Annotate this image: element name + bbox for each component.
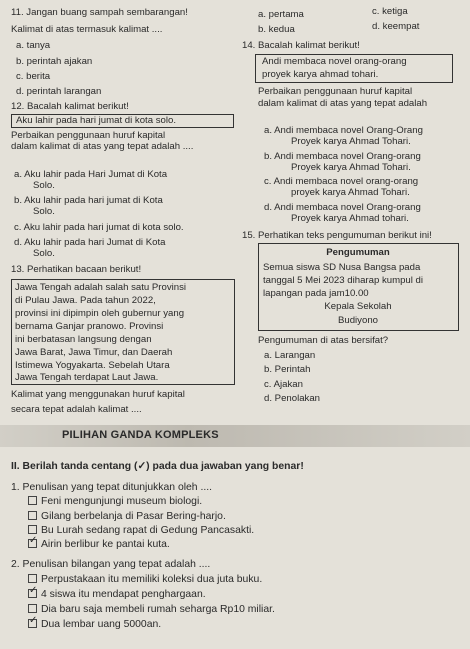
q12-option-b-2: Solo.: [33, 206, 55, 217]
q14-stem: 14. Bacalah kalimat berikut!: [242, 40, 360, 51]
q12-option-b[interactable]: b. Aku lahir pada hari jumat di Kota: [14, 195, 163, 206]
q15-option-c[interactable]: c. Ajakan: [264, 379, 303, 390]
complex-q2-option[interactable]: Perpustakaan itu memiliki koleksi dua juta buku.: [28, 574, 262, 586]
q14-option-a[interactable]: a. Andi membaca novel Orang-Orang: [264, 125, 423, 136]
q12-option-c[interactable]: c. Aku lahir pada hari jumat di kota solo.: [14, 222, 184, 233]
complex-q1-option[interactable]: Feni mengunjungi museum biologi.: [28, 496, 202, 508]
q12-stem: 12. Bacalah kalimat berikut!: [11, 101, 129, 112]
announcement-signer-title: Kepala Sekolah: [324, 301, 392, 312]
complex-q1-option[interactable]: ✓ Airin berlibur ke pantai kuta.: [29, 535, 170, 550]
announcement-line: lapangan pada jam10.00: [263, 288, 369, 299]
complex-q2-option[interactable]: ✓ Dua lembar uang 5000an.: [29, 615, 162, 630]
q15-option-a[interactable]: a. Larangan: [264, 350, 316, 361]
passage-line: Istimewa Yogyakarta. Sebelah Utara: [15, 360, 170, 371]
q11r-option-a[interactable]: a. pertama: [258, 9, 304, 20]
q13-stem: 13. Perhatikan bacaan berikut!: [11, 264, 142, 275]
q11-option-d[interactable]: d. perintah larangan: [16, 86, 102, 97]
announcement-signer-name: Budiyono: [337, 315, 378, 326]
q14-sentence-2: proyek karya ahmad tohari.: [262, 69, 379, 80]
complex-q2-stem: 2. Penulisan bilangan yang tepat adalah ....: [11, 559, 211, 570]
q12-option-a[interactable]: a. Aku lahir pada Hari Jumat di Kota: [14, 169, 168, 180]
q11r-option-c[interactable]: c. ketiga: [372, 6, 408, 17]
checkbox-checked[interactable]: [28, 615, 38, 628]
q13-prompt: Kalimat yang menggunakan huruf kapital: [11, 389, 185, 400]
announcement-title: Pengumuman: [326, 247, 390, 258]
q12-prompt: Perbaikan penggunaan huruf kapital: [11, 130, 166, 141]
check-mark-icon: ✓: [29, 585, 38, 596]
checkbox[interactable]: [28, 496, 37, 505]
passage-line: di Pulau Jawa. Pada tahun 2022,: [15, 295, 156, 306]
q12-prompt-2: dalam kalimat di atas yang tepat adalah ....: [11, 141, 194, 152]
passage-line: provinsi ini dipimpin oleh gubernur yang: [15, 308, 185, 319]
passage-line: ini berbatasan langsung dengan: [15, 334, 152, 345]
announcement-line: Semua siswa SD Nusa Bangsa pada: [263, 262, 421, 273]
complex-q1-stem: 1. Penulisan yang tepat ditunjukkan oleh ....: [11, 482, 213, 493]
complex-q1-option[interactable]: Gilang berbelanja di Pasar Bering-harjo.: [28, 511, 226, 523]
q14-option-b-2: Proyek karya Ahmad Tohari.: [291, 162, 411, 173]
q11r-option-d[interactable]: d. keempat: [372, 21, 420, 32]
checkbox-checked[interactable]: [28, 535, 38, 548]
complex-q1-option[interactable]: Bu Lurah sedang rapat di Gedung Pancasakti.: [28, 525, 254, 537]
passage-line: bernama Ganjar pranowo. Provinsi: [15, 321, 164, 332]
passage-line: Jawa Tengah adalah salah satu Provinsi: [15, 282, 187, 293]
checkbox[interactable]: [28, 574, 37, 583]
q14-option-c-2: proyek karya Ahmad Tohari.: [291, 187, 410, 198]
check-mark-icon: ✓: [29, 535, 38, 546]
passage-line: Jawa Barat, Jawa Timur, dan Daerah: [15, 347, 173, 358]
checkbox-checked[interactable]: [28, 585, 38, 598]
q14-option-a-2: Proyek karya Ahmad Tohari.: [291, 136, 411, 147]
section-instruction: II. Berilah tanda centang (✓) pada dua jawaban yang benar!: [11, 461, 304, 472]
q11-stem-2: Kalimat di atas termasuk kalimat ....: [11, 24, 163, 35]
complex-q2-option[interactable]: ✓ 4 siswa itu mendapat penghargaan.: [29, 585, 206, 600]
announcement-line: tanggal 5 Mei 2023 diharap kumpul di: [263, 275, 424, 286]
q14-option-b[interactable]: b. Andi membaca novel Orang-orang: [264, 151, 421, 162]
q11r-option-b[interactable]: b. kedua: [258, 24, 295, 35]
q14-option-d[interactable]: d. Andi membaca novel Orang-orang: [264, 202, 421, 213]
q15-option-d[interactable]: d. Penolakan: [264, 393, 321, 404]
q14-option-d-2: Proyek karya Ahmad tohari.: [291, 213, 409, 224]
check-mark-icon: ✓: [29, 615, 38, 626]
checkbox[interactable]: [28, 604, 37, 613]
q14-option-c[interactable]: c. Andi membaca novel orang-orang: [264, 176, 419, 187]
q14-sentence: Andi membaca novel orang-orang: [262, 56, 407, 67]
q14-prompt: Perbaikan penggunaan huruf kapital: [258, 86, 413, 97]
passage-line: Jawa Tengah terdapat Laut Jawa.: [15, 372, 159, 383]
checkbox[interactable]: [28, 525, 37, 534]
section-banner-title: PILIHAN GANDA KOMPLEKS: [62, 429, 219, 441]
q15-option-b[interactable]: b. Perintah: [264, 364, 311, 375]
q12-option-d[interactable]: d. Aku lahir pada hari Jumat di Kota: [14, 237, 166, 248]
q12-option-d-2: Solo.: [33, 248, 55, 259]
q11-option-b[interactable]: b. perintah ajakan: [16, 56, 93, 67]
q13-prompt-2: secara tepat adalah kalimat ....: [11, 404, 142, 415]
complex-q2-option[interactable]: Dia baru saja membeli rumah seharga Rp10 miliar.: [28, 604, 275, 616]
q11-option-c[interactable]: c. berita: [16, 71, 51, 82]
q12-option-a-2: Solo.: [33, 180, 55, 191]
q11-option-a[interactable]: a. tanya: [16, 40, 51, 51]
q11-stem: 11. Jangan buang sampah sembarangan!: [11, 7, 188, 18]
q15-prompt: Pengumuman di atas bersifat?: [258, 335, 389, 346]
q12-sentence: Aku lahir pada hari jumat di kota solo.: [16, 115, 176, 126]
q15-stem: 15. Perhatikan teks pengumuman berikut ini!: [242, 230, 432, 241]
checkbox[interactable]: [28, 511, 37, 520]
q14-prompt-2: dalam kalimat di atas yang tepat adalah: [258, 98, 428, 109]
